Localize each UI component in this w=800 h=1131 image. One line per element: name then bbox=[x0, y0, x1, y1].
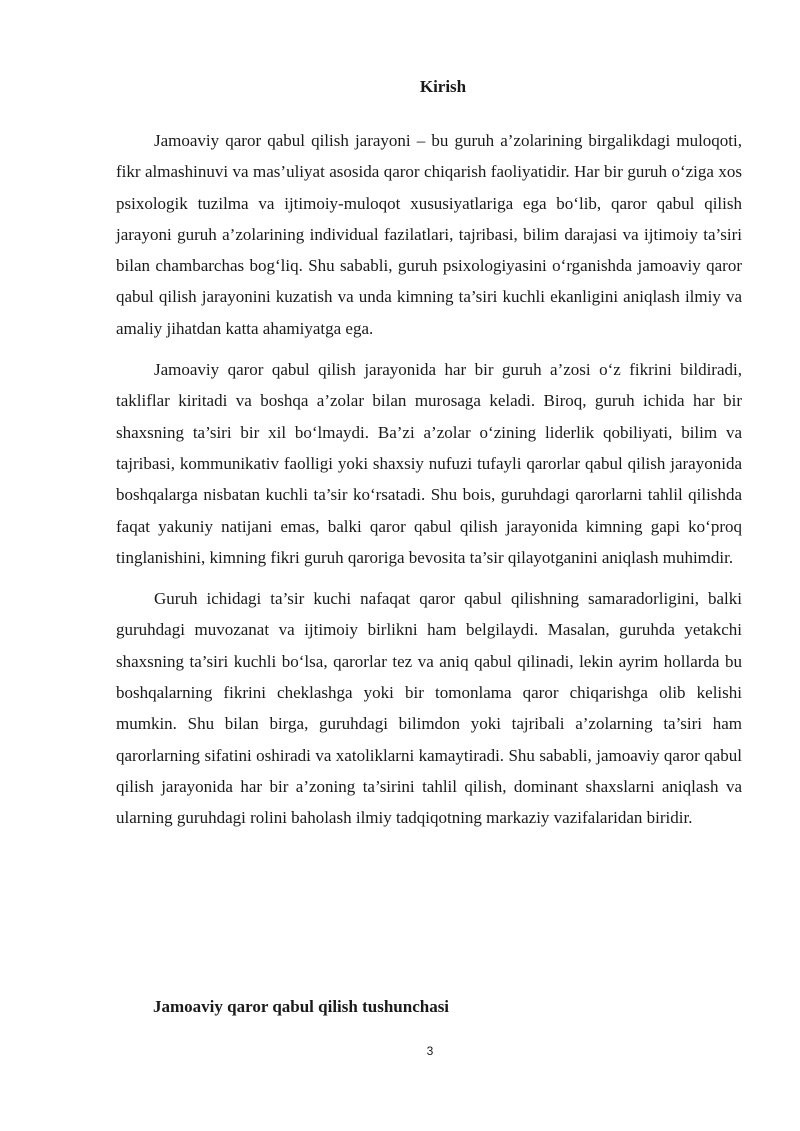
paragraph-1: Jamoaviy qaror qabul qilish jarayoni – bu guruh a’zolarining birgalikdagi muloqoti, fikr almashinuvi va mas’uliyat asosida qaror chiqarish faoliyatidir. Har bir guruh o‘ziga xos psixologik tuzilma va ijtimoiy-muloqot xususiyatlariga ega bo‘lib, qaror qabul qilish jarayoni guruh a’zolarining individual fazilatlari, tajribasi, bilim darajasi va ijtimoiy ta’siri bilan chambarchas bog‘liq. Shu sababli, guruh psixologiyasini o‘rganishda jamoaviy qaror qabul qilish jarayonini kuzatish va unda kimning ta’siri kuchli ekanligini aniqlash ilmiy va amaliy jihatdan katta ahamiyatga ega. bbox=[116, 131, 742, 338]
paragraph-2: Jamoaviy qaror qabul qilish jarayonida har bir guruh a’zosi o‘z fikrini bildiradi, takliflar kiritadi va boshqa a’zolar bilan murosaga keladi. Biroq, guruh ichida har bir shaxsning ta’siri bir xil bo‘lmaydi. Ba’zi a’zolar o‘zining liderlik qobiliyati, bilim va tajribasi, kommunikativ faolligi yoki shaxsiy nufuzi tufayli qarorlar qabul qilish jarayonida boshqalarga nisbatan kuchli ta’sir ko‘rsatadi. Shu bois, guruhdagi qarorlarni tahlil qilishda faqat yakuniy natijani emas, balki qaror qabul qilish jarayonida kimning gapi ko‘proq tinglanishini, kimning fikri guruh qaroriga bevosita ta’sir qilayotganini aniqlash muhimdir. bbox=[116, 360, 742, 567]
section-subheading: Jamoaviy qaror qabul qilish tushunchasi bbox=[153, 997, 450, 1016]
paragraph-3: Guruh ichidagi ta’sir kuchi nafaqat qaror qabul qilishning samaradorligini, balki guruhdagi muvozanat va ijtimoiy birlikni ham belgilaydi. Masalan, guruhda yetakchi shaxsning ta’siri kuchli bo‘lsa, qarorlar tez va aniq qabul qilinadi, lekin ayrim hollarda bu boshqalarning fikrini cheklashga yoki bir tomonlama qaror chiqarishga olib kelishi mumkin. Shu bilan birga, guruhdagi bilimdon yoki tajribali a’zolarning ta’siri ham qarorlarning sifatini oshiradi va xatoliklarni kamaytiradi. Shu sababli, jamoaviy qaror qabul qilish jarayonida har bir a’zoning ta’sirini tahlil qilish, dominant shaxslarni aniqlash va ularning guruhdagi rolini baholash ilmiy tadqiqotning markaziy vazifalaridan biridir. bbox=[116, 589, 742, 828]
page-number: 3 bbox=[426, 1044, 434, 1058]
section-title: Kirish bbox=[419, 77, 467, 96]
body-text bbox=[116, 125, 742, 844]
